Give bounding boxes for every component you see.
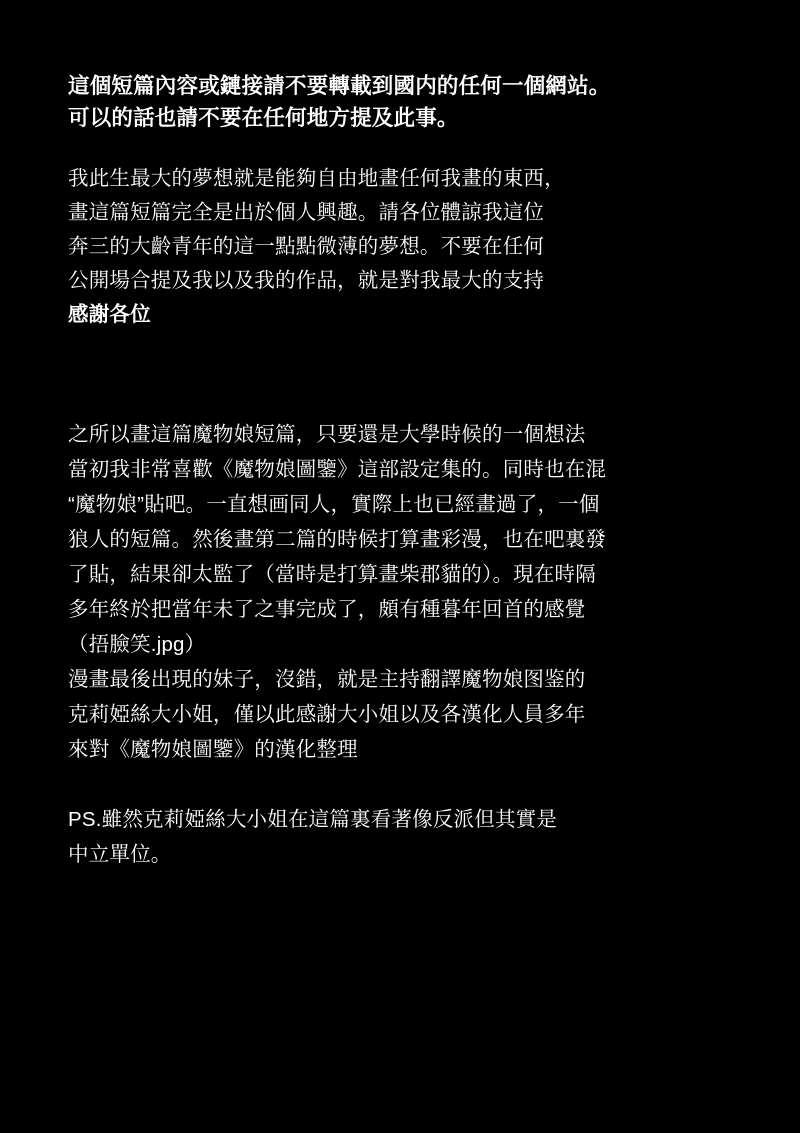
dream-line-2: 畫這篇短篇完全是出於個人興趣。請各位體諒我這位 (68, 201, 545, 224)
dream-closing: 感謝各位 (68, 303, 151, 326)
dream-line-1: 我此生最大的夢想就是能夠自由地畫任何我畫的東西， (68, 167, 565, 190)
ps-line-2: 中立單位。 (68, 843, 172, 866)
body-paragraph-2 (68, 662, 736, 767)
body-paragraph-1 (68, 417, 736, 662)
body-p1-line-3: “魔物娘”貼吧。一直想画同人，實際上也已經畫過了，一個 (68, 493, 600, 516)
body-p1-line-5: 了貼，結果卻太監了（當時是打算畫柴郡貓的）。現在時隔 (68, 563, 596, 586)
body-p1-line-1: 之所以畫這篇魔物娘短篇，只要還是大學時候的一個想法 (68, 423, 586, 446)
warning-line-2: 可以的話也請不要在任何地方提及此事。 (68, 106, 459, 130)
body-p2-line-3: 來對《魔物娘圖鑒》的漢化整理 (68, 738, 358, 761)
ps-line-1: PS.雖然克莉婭絲大小姐在這篇裏看著像反派但其實是 (68, 808, 558, 831)
body-p2-line-1: 漫畫最後出現的妹子，沒錯，就是主持翻譯魔物娘图鉴的 (68, 668, 586, 691)
body-block (68, 417, 736, 767)
body-p1-line-2: 當初我非常喜歡《魔物娘圖鑒》這部設定集的。同時也在混 (68, 458, 607, 481)
body-p1-line-7: （捂臉笑.jpg） (68, 633, 206, 656)
warning-line-1: 這個短篇內容或鏈接請不要轉載到國内的任何一個網站。 (68, 74, 611, 98)
ps-block (68, 802, 736, 872)
body-p1-line-4: 狼人的短篇。然後畫第二篇的時候打算畫彩漫，也在吧裏發 (68, 528, 607, 551)
dream-line-4: 公開場合提及我以及我的作品，就是對我最大的支持 (68, 269, 545, 292)
warning-block (68, 70, 736, 134)
body-p1-line-6: 多年終於把當年未了之事完成了，頗有種暮年回首的感覺 (68, 598, 586, 621)
dream-block (68, 162, 736, 332)
body-p2-line-2: 克莉婭絲大小姐，僅以此感謝大小姐以及各漢化人員多年 (68, 703, 586, 726)
dream-line-3: 奔三的大齡青年的這一點點微薄的夢想。不要在任何 (68, 235, 545, 258)
document-content (68, 70, 736, 872)
